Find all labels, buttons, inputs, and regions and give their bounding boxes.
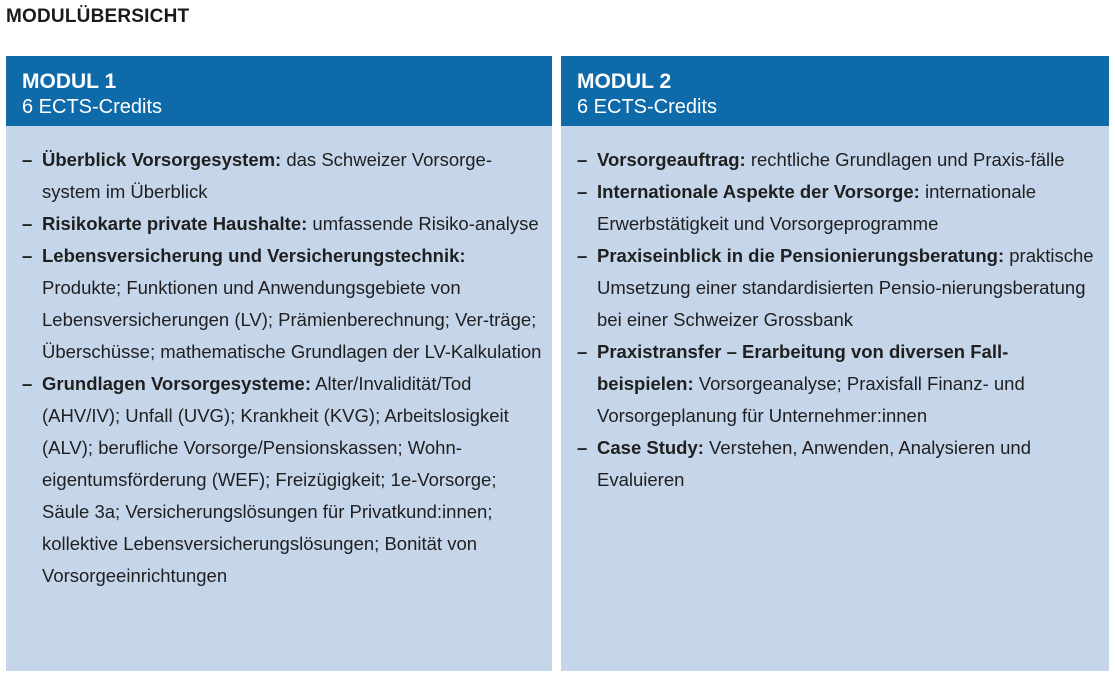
page-title: MODULÜBERSICHT [6,6,190,27]
dash-bullet: – [577,149,588,170]
list-item [22,208,542,240]
dash-bullet: – [22,245,33,266]
list-item [577,432,1099,496]
item-description: Verstehen, Anwenden, Analysieren und Evaluieren [597,437,1031,490]
item-description: praktische Umsetzung einer standardisierten Pensio-nierungsberatung bei einer Schweizer Grossbank [597,245,1094,330]
item-description: Vorsorgeanalyse; Praxisfall Finanz- und Vorsorgeplanung für Unternehmer:innen [597,373,1025,426]
dash-bullet: – [577,341,588,362]
dash-bullet: – [22,373,33,394]
module-1-panel [6,56,552,671]
module-2-credits: 6 ECTS-Credits [577,96,718,118]
item-heading: Vorsorgeauftrag: [597,149,746,170]
item-description: Alter/Invalidität/Tod (AHV/IV); Unfall (UVG); Krankheit (KVG); Arbeitslosigkeit (ALV); berufliche Vorsorge/Pensionskassen; Wohn-eigentumsförderung (WEF); Freizügigkeit; 1e-Vorsorge; Säule 3a; Versicherungslösungen für Privatkund:innen; kollektive Lebensversicherungslösungen; Bonität von Vorsorgeeinrichtungen [42,373,509,586]
module-1-title: MODUL 1 [22,70,117,93]
item-heading: Praxiseinblick in die Pensionierungsberatung: [597,245,1005,266]
module-2-panel [561,56,1109,671]
list-item [22,144,542,208]
item-description: umfassende Risiko-analyse [307,213,539,234]
module-2-content [561,126,1109,496]
item-heading: Risikokarte private Haushalte: [42,213,308,234]
item-description: internationale Erwerbstätigkeit und Vorsorgeprogramme [597,181,1037,234]
item-heading: Grundlagen Vorsorgesysteme: [42,373,312,394]
dash-bullet: – [22,213,33,234]
item-heading: Praxistransfer – Erarbeitung von diversen Fall-beispielen: [597,341,1009,394]
list-item [577,144,1099,176]
list-item [577,240,1099,336]
item-description: rechtliche Grundlagen und Praxis-fälle [745,149,1065,170]
dash-bullet: – [577,181,588,202]
module-1-credits: 6 ECTS-Credits [22,96,163,118]
item-heading: Case Study: [597,437,704,458]
list-item [577,176,1099,240]
module-2-title: MODUL 2 [577,70,672,93]
item-heading: Internationale Aspekte der Vorsorge: [597,181,920,202]
dash-bullet: – [22,149,33,170]
item-description: das Schweizer Vorsorge-system im Überblick [42,149,493,202]
module-2-header [561,56,1109,126]
dash-bullet: – [577,437,588,458]
list-item [22,240,542,368]
dash-bullet: – [577,245,588,266]
item-description: Produkte; Funktionen und Anwendungsgebiete von Lebensversicherungen (LV); Prämienberechnung; Ver-träge; Überschüsse; mathematische Grundlagen der LV-Kalkulation [42,277,542,362]
module-1-content [6,126,552,592]
module-1-header [6,56,552,126]
item-heading: Lebensversicherung und Versicherungstechnik: [42,245,466,266]
list-item [22,368,542,592]
item-heading: Überblick Vorsorgesystem: [42,149,282,170]
list-item [577,336,1099,432]
